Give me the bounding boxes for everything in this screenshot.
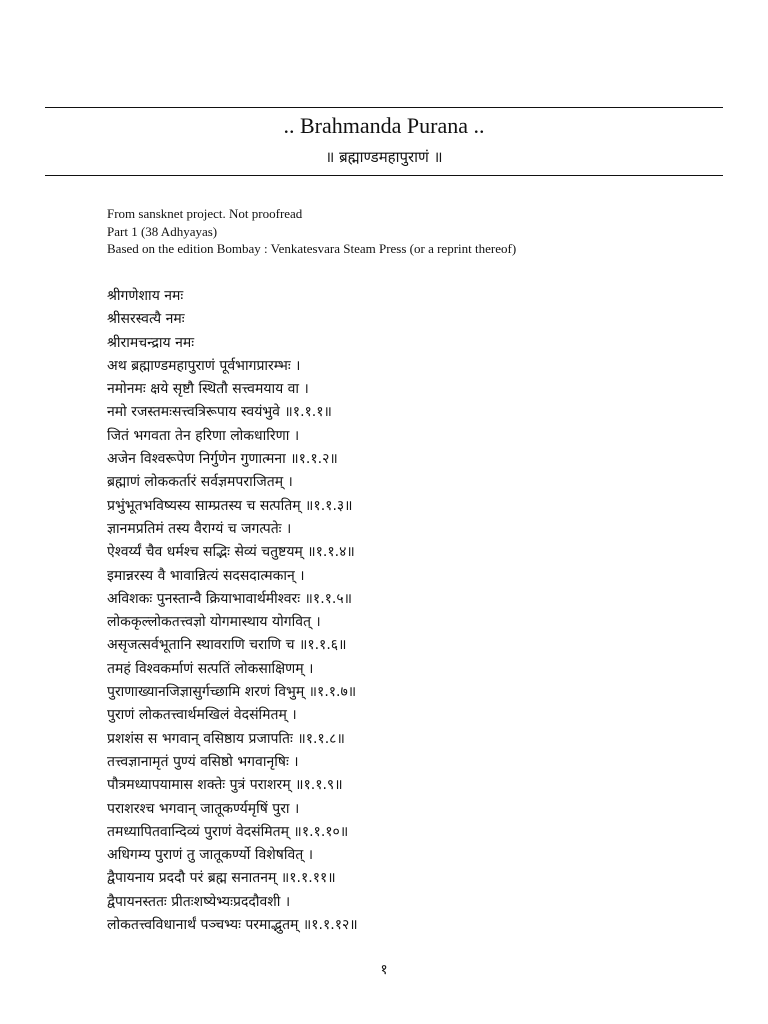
- verse-line: तमहं विश्वकर्माणं सत्पतिं लोकसाक्षिणम् ।: [107, 660, 314, 677]
- verse-line: अधिगम्य पुराणं तु जातूकर्ण्यो विशेषवित् ।: [107, 847, 314, 864]
- verse-line: पौत्रमध्यापयामास शक्तेः पुत्रं पराशरम् ॥१.१.९॥: [107, 777, 343, 794]
- verse-line: पुराणाख्यानजिज्ञासुर्गच्छामि शरणं विभुम् ॥१.१.७॥: [107, 684, 357, 701]
- verse-line: प्रशशंस स भगवान् वसिष्ठाय प्रजापतिः ॥१.१.८॥: [107, 730, 345, 747]
- verse-line: लोकतत्त्वविधानार्थं पञ्चभ्यः परमाद्भुतम् ॥१.१.१२॥: [107, 917, 358, 934]
- verse-line: द्वैपायनस्ततः प्रीतःशष्येभ्यःप्रददौवशी ।: [107, 893, 291, 910]
- verse-line: पराशरश्च भगवान् जातूकर्ण्यमृषिं पुरा ।: [107, 800, 300, 817]
- verse-line: नमो रजस्तमःसत्त्वत्रिरूपाय स्वयंभुवे ॥१.१.१॥: [107, 404, 332, 421]
- verse-line: लोककृल्लोकतत्त्वज्ञो योगमास्थाय योगवित् ।: [107, 614, 321, 631]
- verse-line: असृजत्सर्वभूतानि स्थावराणि चराणि च ॥१.१.६॥: [107, 637, 347, 654]
- document-title: .. Brahmanda Purana ..: [283, 113, 485, 138]
- verse-list: [107, 285, 707, 937]
- verse-line: अजेन विश्वरूपेण निर्गुणेन गुणात्मना ॥१.१.२॥: [107, 451, 338, 468]
- verse-line: ज्ञानमप्रतिमं तस्य वैराग्यं च जगत्पतेः ।: [107, 520, 292, 537]
- verse-line: नमोनमः क्षये सृष्टौ स्थितौ सत्त्वमयाय वा ।: [107, 381, 309, 398]
- verse-line: अथ ब्रह्माण्डमहापुराणं पूर्वभागप्रारम्भः ।: [107, 357, 301, 374]
- source-info: [107, 205, 707, 258]
- verse-line: तत्त्वज्ञानामृतं पुण्यं वसिष्ठो भगवानृषिः ।: [107, 753, 299, 770]
- part-line: Part 1 (38 Adhyayas): [107, 223, 218, 239]
- verse-line: द्वैपायनाय प्रददौ परं ब्रह्म सनातनम् ॥१.१.११॥: [107, 870, 336, 887]
- verse-line: इमान्नरस्य वै भावान्नित्यं सदसदात्मकान् ।: [107, 567, 305, 584]
- document-subtitle-devanagari: ॥ ब्रह्माण्डमहापुराणं ॥: [325, 148, 443, 166]
- verse-line: पुराणं लोकतत्त्वार्थमखिलं वेदसंमितम् ।: [107, 707, 297, 724]
- verse-line: ऐश्वर्य्यं चैव धर्मश्च सद्भिः सेव्यं चतुष्टयम् ॥१.१.४॥: [107, 544, 355, 561]
- verse-line: ब्रह्माणं लोककर्तारं सर्वज्ञमपराजितम् ।: [107, 474, 293, 491]
- verse-line: श्रीरामचन्द्राय नमः: [107, 334, 195, 351]
- verse-line: अविशकः पुनस्तान्वै क्रियाभावार्थमीश्वरः ॥१.१.५॥: [107, 590, 353, 607]
- page-number: १: [380, 962, 388, 978]
- verse-line: जितं भगवता तेन हरिणा लोकधारिणा ।: [107, 427, 300, 444]
- verse-line: श्रीगणेशाय नमः: [107, 288, 184, 304]
- verse-line: श्रीसरस्वत्यै नमः: [107, 311, 185, 328]
- verse-line: प्रभुंभूतभविष्यस्य साम्प्रतस्य च सत्पतिम् ॥१.१.३॥: [107, 497, 353, 514]
- source-line: From sansknet project. Not proofread: [107, 206, 303, 221]
- header-rule-top: [45, 107, 723, 108]
- header-rule-bottom: [45, 175, 723, 176]
- edition-line: Based on the edition Bombay : Venkatesvara Steam Press (or a reprint thereof): [107, 241, 517, 256]
- verse-line: तमध्यापितवान्दिव्यं पुराणं वेदसंमितम् ॥१.१.१०॥: [107, 823, 349, 840]
